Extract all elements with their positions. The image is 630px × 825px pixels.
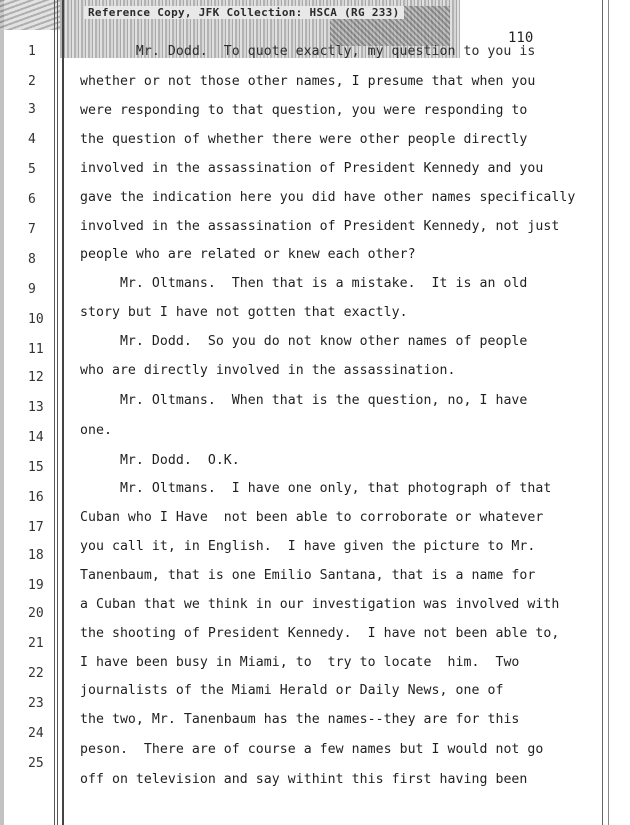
transcript-line: Mr. Dodd. To quote exactly, my question to you is — [56, 44, 536, 59]
reference-copy-header: Reference Copy, JFK Collection: HSCA (RG 233) — [84, 6, 404, 19]
line-number: 16 — [28, 490, 44, 505]
margin-rule — [57, 0, 58, 825]
transcript-line: story but I have not gotten that exactly. — [80, 305, 408, 320]
line-number: 8 — [28, 252, 36, 267]
line-number: 21 — [28, 636, 44, 651]
line-number: 19 — [28, 578, 44, 593]
transcript-line: who are directly involved in the assassination. — [80, 363, 456, 378]
transcript-line: Mr. Oltmans. When that is the question, no, I have — [80, 393, 528, 408]
line-number: 2 — [28, 74, 36, 89]
line-number: 15 — [28, 460, 44, 475]
line-number: 11 — [28, 342, 44, 357]
line-number: 18 — [28, 548, 44, 563]
margin-rule — [54, 0, 55, 825]
scan-edge — [0, 0, 4, 825]
line-number: 13 — [28, 400, 44, 415]
transcript-line: a Cuban that we think in our investigation was involved with — [80, 597, 560, 612]
line-number: 25 — [28, 756, 44, 771]
line-number: 14 — [28, 430, 44, 445]
line-number: 10 — [28, 312, 44, 327]
scan-smudge-left — [0, 0, 60, 30]
transcript-line: peson. There are of course a few names but I would not go — [80, 742, 544, 757]
line-number: 1 — [28, 44, 36, 59]
margin-rule — [602, 0, 603, 825]
transcript-line: involved in the assassination of President Kennedy and you — [80, 161, 544, 176]
transcript-line: one. — [80, 423, 112, 438]
transcript-line: involved in the assassination of President Kennedy, not just — [80, 219, 560, 234]
page-number: 110 — [508, 30, 534, 46]
transcript-line: gave the indication here you did have other names specifically — [80, 190, 576, 205]
line-number: 5 — [28, 162, 36, 177]
transcript-line: Mr. Oltmans. I have one only, that photograph of that — [80, 481, 552, 496]
line-number: 23 — [28, 696, 44, 711]
line-number: 12 — [28, 370, 44, 385]
transcript-line: Mr. Oltmans. Then that is a mistake. It is an old — [80, 276, 528, 291]
line-number: 24 — [28, 726, 44, 741]
transcript-line: the shooting of President Kennedy. I have not been able to, — [80, 626, 560, 641]
margin-rule — [608, 0, 609, 825]
transcript-line: I have been busy in Miami, to try to locate him. Two — [80, 655, 520, 670]
line-number: 3 — [28, 102, 36, 117]
transcript-line: people who are related or knew each other? — [80, 247, 416, 262]
transcript-line: Tanenbaum, that is one Emilio Santana, that is a name for — [80, 568, 536, 583]
line-number: 22 — [28, 666, 44, 681]
line-number: 20 — [28, 606, 44, 621]
transcript-line: the two, Mr. Tanenbaum has the names--they are for this — [80, 712, 520, 727]
line-number: 7 — [28, 222, 36, 237]
transcript-line: you call it, in English. I have given the picture to Mr. — [80, 539, 536, 554]
line-number: 4 — [28, 132, 36, 147]
transcript-line: the question of whether there were other people directly — [80, 132, 528, 147]
transcript-line: Mr. Dodd. So you do not know other names of people — [80, 334, 528, 349]
line-number: 17 — [28, 520, 44, 535]
transcript-line: Mr. Dodd. O.K. — [80, 453, 240, 468]
transcript-line: off on television and say withint this first having been — [80, 772, 528, 787]
line-number: 9 — [28, 282, 36, 297]
margin-rule — [62, 0, 64, 825]
transcript-line: whether or not those other names, I presume that when you — [80, 74, 536, 89]
transcript-line: journalists of the Miami Herald or Daily News, one of — [80, 683, 504, 698]
transcript-line: Cuban who I Have not been able to corroborate or whatever — [80, 510, 544, 525]
transcript-line: were responding to that question, you were responding to — [80, 103, 528, 118]
line-number: 6 — [28, 192, 36, 207]
